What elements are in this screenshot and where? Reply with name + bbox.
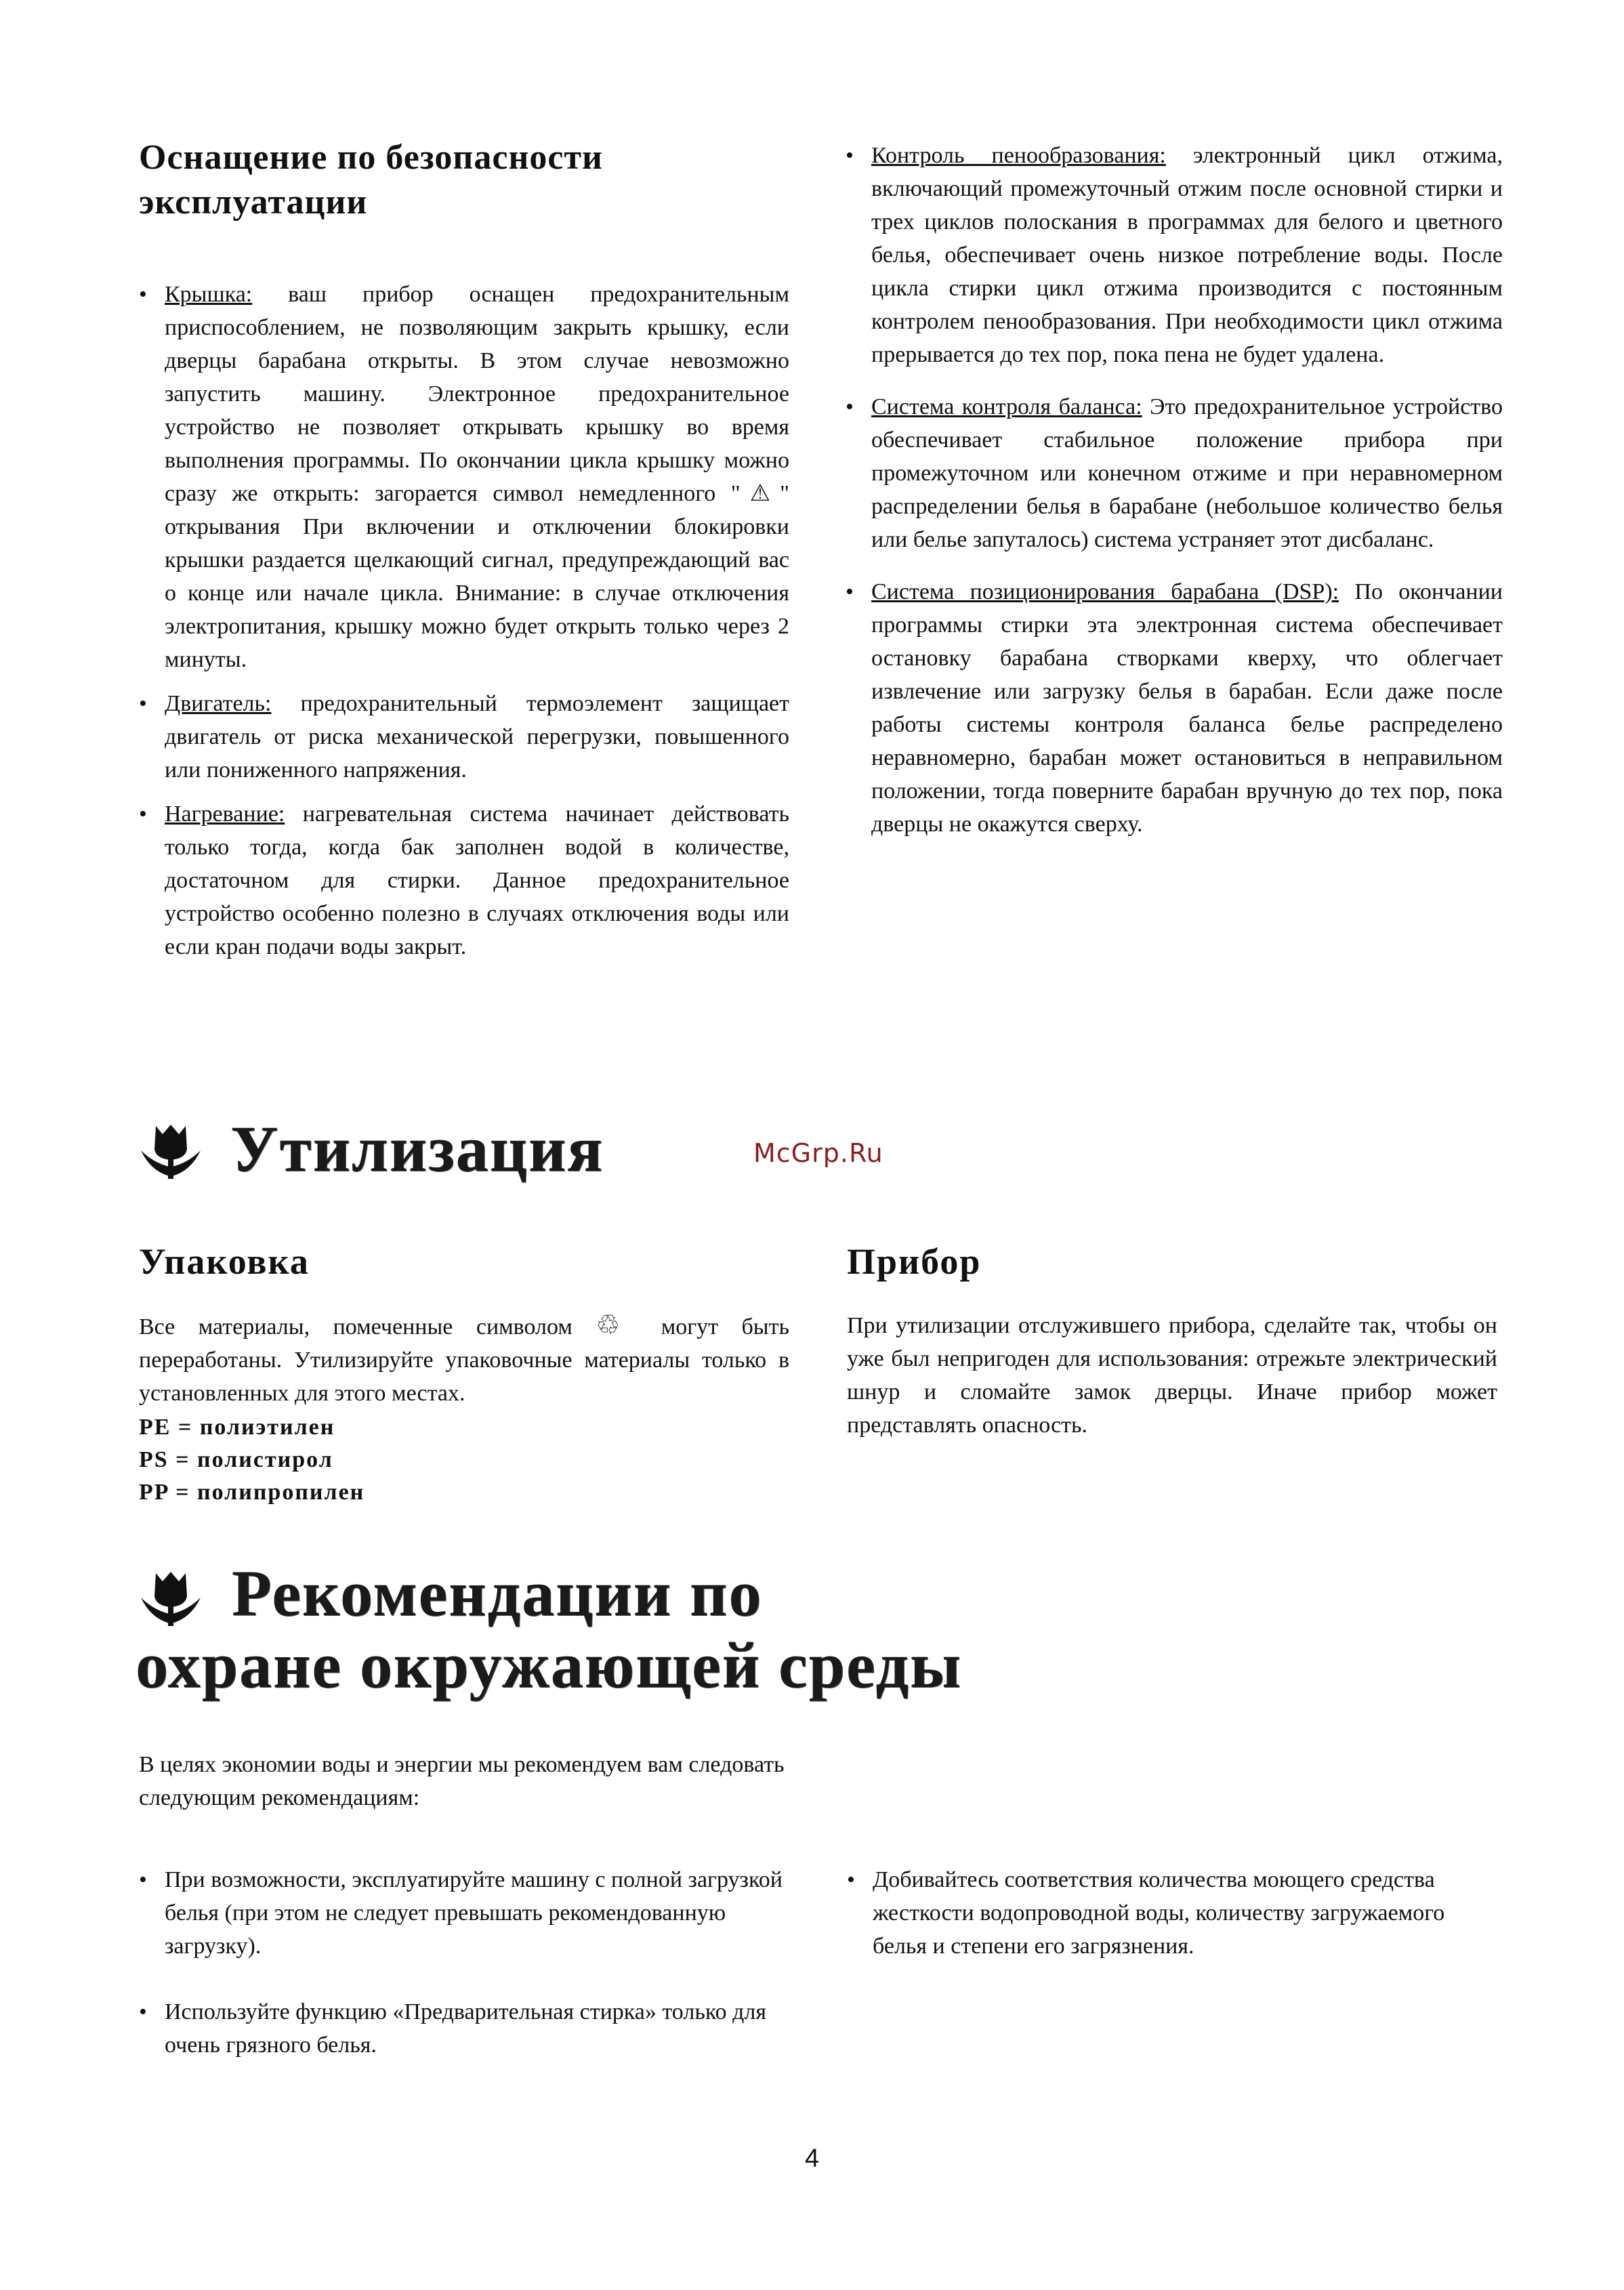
list-item (846, 575, 1503, 841)
bullet-title: Двигатель: (165, 691, 272, 716)
safety-left-column (139, 278, 789, 974)
environment-title-line2: охране окружающей среды (136, 1629, 962, 1701)
list-item: • Добивайтесь соответствия количества моющего средства жесткости водопроводной воды, количеству загружаемого белья и степени его загрязнения. (847, 1863, 1497, 1963)
environment-intro: В целях экономии воды и энергии мы рекомендуем вам следовать следующим рекомендациям: (139, 1752, 785, 1810)
appliance-block (847, 1240, 1497, 1442)
appliance-title: Прибор (847, 1241, 982, 1282)
environment-heading (136, 1556, 1220, 1703)
bullet-title: Система позиционирования барабана (DSP): (871, 579, 1339, 604)
disposal-title: Утилизация (230, 1112, 604, 1185)
environment-intro-block (139, 1748, 803, 1814)
environment-right-list (847, 1863, 1497, 1963)
material-ps: PS = полистирол (139, 1447, 333, 1472)
packaging-text-end: могут быть переработаны. Утилизируйте упаковочные материалы только в установленных для этого местах. (139, 1314, 790, 1406)
list-item (139, 687, 789, 787)
appliance-text: При утилизации отслужившего прибора, сделайте так, чтобы он уже был непригоден для использования: отрежьте электрический шнур и сломайте замок дверцы. Иначе прибор может представлять опасность. (847, 1313, 1497, 1438)
bullet-title: Контроль пенообразования: (871, 143, 1166, 168)
packaging-text-start: Все материалы, помеченные символом (139, 1314, 572, 1339)
list-item (846, 390, 1503, 556)
bullet-text: электронный цикл отжима, включающий промежуточный отжим после основной стирки и трех циклов полоскания в программах для белого и цветного белья, обеспечивает очень низкое потребление воды. После цикла стирки цикл отжима производится с постоянным контролем пенообразования. При необходимости цикл отжима прерывается до тех пор, пока пена не будет удалена. (871, 143, 1503, 367)
packaging-text (139, 1309, 789, 1410)
material-pp: PP = полипропилен (139, 1480, 365, 1505)
packaging-block (139, 1240, 789, 1509)
page-number: 4 (805, 2144, 820, 2173)
safety-left-list (139, 278, 789, 963)
bullet-text: ваш прибор оснащен предохранительным приспособлением, не позволяющим закрыть крышку, если дверцы барабана открыты. В этом случае невозможно запустить машину. Электронное предохранительное устройство не позволяет открывать крышку во время выполнения программы. По окончании цикла крышку можно сразу же открыть: загорается символ немедленного "⚠" открывания При включении и отключении блокировки крышки раздается щелкающий сигнал, предупреждающий вас о конце или начале цикла. Внимание: в случае отключения электропитания, крышку можно будет открыть только через 2 минуты. (165, 282, 789, 672)
safety-title-line2: эксплуатации (139, 183, 368, 222)
list-item (139, 797, 789, 963)
list-item (846, 139, 1503, 371)
recycle-icon: ♲ (596, 1310, 638, 1341)
safety-heading (139, 136, 816, 225)
list-item: • Используйте функцию «Предварительная стирка» только для очень грязного белья. (139, 1995, 789, 2062)
bullet-title: Система контроля баланса: (871, 394, 1142, 419)
environment-title-line1: Рекомендации по (232, 1557, 763, 1629)
bullet-title: Крышка: (165, 282, 253, 307)
list-item: • При возможности, эксплуатируйте машину с полной загрузкой белья (при этом не следует превышать рекомендованную загрузку). (139, 1863, 789, 1963)
environment-left-list (139, 1863, 789, 2062)
list-item (139, 278, 789, 676)
disposal-heading (230, 1111, 840, 1187)
bullet-text: По окончании программы стирки эта электронная система обеспечивает остановку барабана створками кверху, что облегчает извлечение или загрузку белья в барабан. Если даже после работы системы контроля баланса белье распределено неравномерно, барабан может остановиться в неправильном положении, тогда поверните барабан вручную до тех пор, пока дверцы не окажутся сверху. (871, 579, 1503, 837)
bullet-text: Это предохранительное устройство обеспечивает стабильное положение прибора при промежуточном или конечном отжиме и при неравномерном распределении белья в барабане (небольшое количество белья или белье запуталось) система устраняет этот дисбаланс. (871, 394, 1503, 552)
material-pe: PE = полиэтилен (139, 1415, 335, 1440)
bullet-text: предохранительный термоэлемент защищает двигатель от риска механической перегрузки, повышенного или пониженного напряжения. (165, 691, 789, 783)
safety-right-list (846, 139, 1503, 841)
safety-right-column (846, 139, 1503, 852)
bullet-title: Нагревание: (165, 802, 285, 827)
tulip-icon (136, 1119, 206, 1184)
safety-title-line1: Оснащение по безопасности (139, 138, 604, 177)
environment-right-column (847, 1863, 1497, 1974)
watermark: McGrp.Ru (753, 1138, 883, 1168)
environment-left-column (139, 1863, 789, 2073)
bullet-text: нагревательная система начинает действовать только тогда, когда бак заполнен водой в количестве, достаточном для стирки. Данное предохранительное устройство особенно полезно в случаях отключения воды или если кран подачи воды закрыт. (165, 802, 789, 959)
packaging-title: Упаковка (139, 1241, 310, 1282)
